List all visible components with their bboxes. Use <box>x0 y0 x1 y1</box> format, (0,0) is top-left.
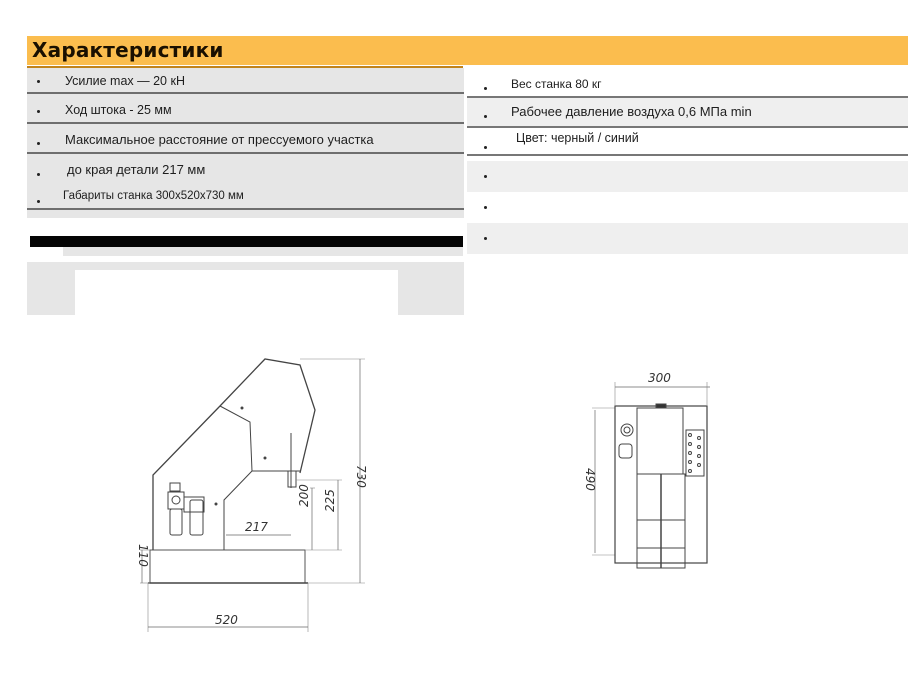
decor-panel <box>27 262 464 315</box>
bullet-icon <box>37 173 40 176</box>
dim-reach-label: 217 <box>245 520 268 534</box>
decor-bar-shadow <box>63 246 463 256</box>
decor-panel-inner <box>75 270 398 315</box>
dim-width-label: 520 <box>215 613 238 627</box>
dim-throat-label: 200 <box>297 484 311 507</box>
bullet-icon <box>37 110 40 113</box>
spec-item: Габариты станка 300x520x730 мм <box>27 184 464 210</box>
specs-left-list <box>27 68 464 218</box>
section-header <box>27 36 908 65</box>
spec-item: Усилие max — 20 кН <box>27 68 464 94</box>
side-view-drawing <box>110 340 390 640</box>
bullet-icon <box>37 142 40 145</box>
dim-base-label: 110 <box>136 544 150 567</box>
decor-black-bar <box>30 236 463 247</box>
spec-spacer <box>27 210 464 218</box>
dim-table-label: 225 <box>323 489 337 512</box>
spec-item: Ход штока - 25 мм <box>27 94 464 124</box>
bullet-icon <box>484 87 487 90</box>
dim-depth-label: 490 <box>583 468 597 491</box>
dim-width-label: 300 <box>648 371 671 385</box>
bullet-icon <box>484 206 487 209</box>
bullet-icon <box>484 115 487 118</box>
dim-height-label: 730 <box>354 465 368 488</box>
spec-item: Вес станка 80 кг <box>467 75 908 98</box>
bullet-icon <box>484 175 487 178</box>
bullet-icon <box>484 146 487 149</box>
spec-item: Цвет: черный / синий <box>467 128 908 156</box>
spec-item-empty <box>467 192 908 223</box>
bullet-icon <box>37 80 40 83</box>
spec-item-empty <box>467 161 908 192</box>
spec-item: Максимальное расстояние от прессуемого участка <box>27 124 464 154</box>
spec-item: Рабочее давление воздуха 0,6 МПа min <box>467 98 908 128</box>
section-title: Характеристики <box>32 38 224 62</box>
specs-right-list <box>467 75 908 254</box>
top-view-drawing <box>570 360 730 580</box>
spec-item-empty <box>467 223 908 254</box>
bullet-icon <box>37 200 40 203</box>
spec-item: до края детали 217 мм <box>27 154 464 184</box>
bullet-icon <box>484 237 487 240</box>
